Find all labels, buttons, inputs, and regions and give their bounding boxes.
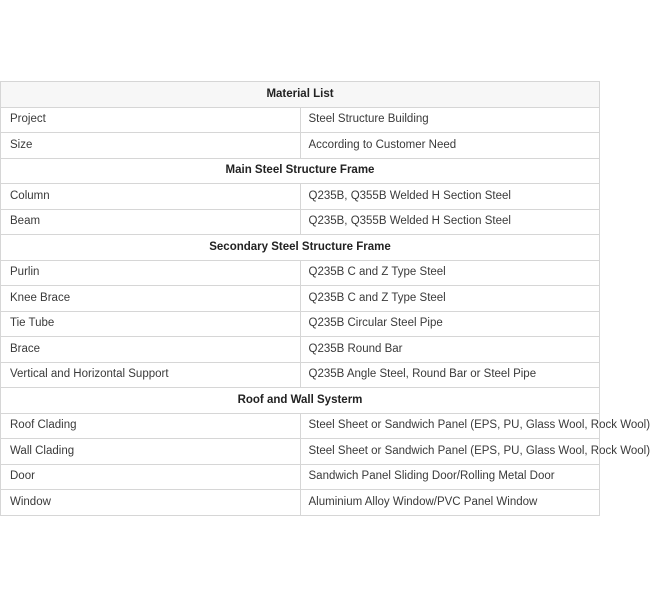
- row-value: Q235B, Q355B Welded H Section Steel: [300, 209, 600, 235]
- section-header: Main Steel Structure Frame: [1, 158, 600, 184]
- row-label: Project: [1, 107, 301, 133]
- material-list-container: [0, 81, 650, 516]
- table-title: Material List: [1, 82, 600, 108]
- table-row: [1, 362, 600, 388]
- row-value: Steel Structure Building: [300, 107, 600, 133]
- section-header-row: [1, 158, 600, 184]
- row-value: Aluminium Alloy Window/PVC Panel Window: [300, 490, 600, 516]
- row-label: Window: [1, 490, 301, 516]
- material-list-body: [1, 82, 650, 516]
- row-label: Vertical and Horizontal Support: [1, 362, 301, 388]
- row-label: Column: [1, 184, 301, 210]
- row-label: Knee Brace: [1, 286, 301, 312]
- row-value: Steel Sheet or Sandwich Panel (EPS, PU, Glass Wool, Rock Wool): [300, 439, 600, 465]
- row-label: Beam: [1, 209, 301, 235]
- table-row: [1, 439, 600, 465]
- row-value: Steel Sheet or Sandwich Panel (EPS, PU, Glass Wool, Rock Wool): [300, 413, 600, 439]
- row-value: Q235B Angle Steel, Round Bar or Steel Pipe: [300, 362, 600, 388]
- row-label: Size: [1, 133, 301, 159]
- row-label: Brace: [1, 337, 301, 363]
- table-row: [1, 311, 600, 337]
- section-header: Secondary Steel Structure Frame: [1, 235, 600, 261]
- row-label: Roof Clading: [1, 413, 301, 439]
- table-row: [1, 209, 600, 235]
- row-value: Q235B, Q355B Welded H Section Steel: [300, 184, 600, 210]
- table-row: [1, 184, 600, 210]
- section-header-row: [1, 235, 600, 261]
- row-label: Wall Clading: [1, 439, 301, 465]
- table-row: [1, 260, 600, 286]
- row-label: Purlin: [1, 260, 301, 286]
- row-value: Sandwich Panel Sliding Door/Rolling Metal Door: [300, 464, 600, 490]
- row-label: Tie Tube: [1, 311, 301, 337]
- table-row: [1, 286, 600, 312]
- table-row: [1, 337, 600, 363]
- table-row: [1, 107, 600, 133]
- table-row: [1, 413, 600, 439]
- table-title-row: [1, 82, 600, 108]
- table-row: [1, 133, 600, 159]
- section-header-row: [1, 388, 600, 414]
- section-header: Roof and Wall Systerm: [1, 388, 600, 414]
- row-value: Q235B Circular Steel Pipe: [300, 311, 600, 337]
- row-value: Q235B C and Z Type Steel: [300, 286, 600, 312]
- row-value: Q235B C and Z Type Steel: [300, 260, 600, 286]
- material-list-table: [0, 81, 650, 516]
- table-row: [1, 490, 600, 516]
- row-value: Q235B Round Bar: [300, 337, 600, 363]
- row-label: Door: [1, 464, 301, 490]
- row-value: According to Customer Need: [300, 133, 600, 159]
- table-row: [1, 464, 600, 490]
